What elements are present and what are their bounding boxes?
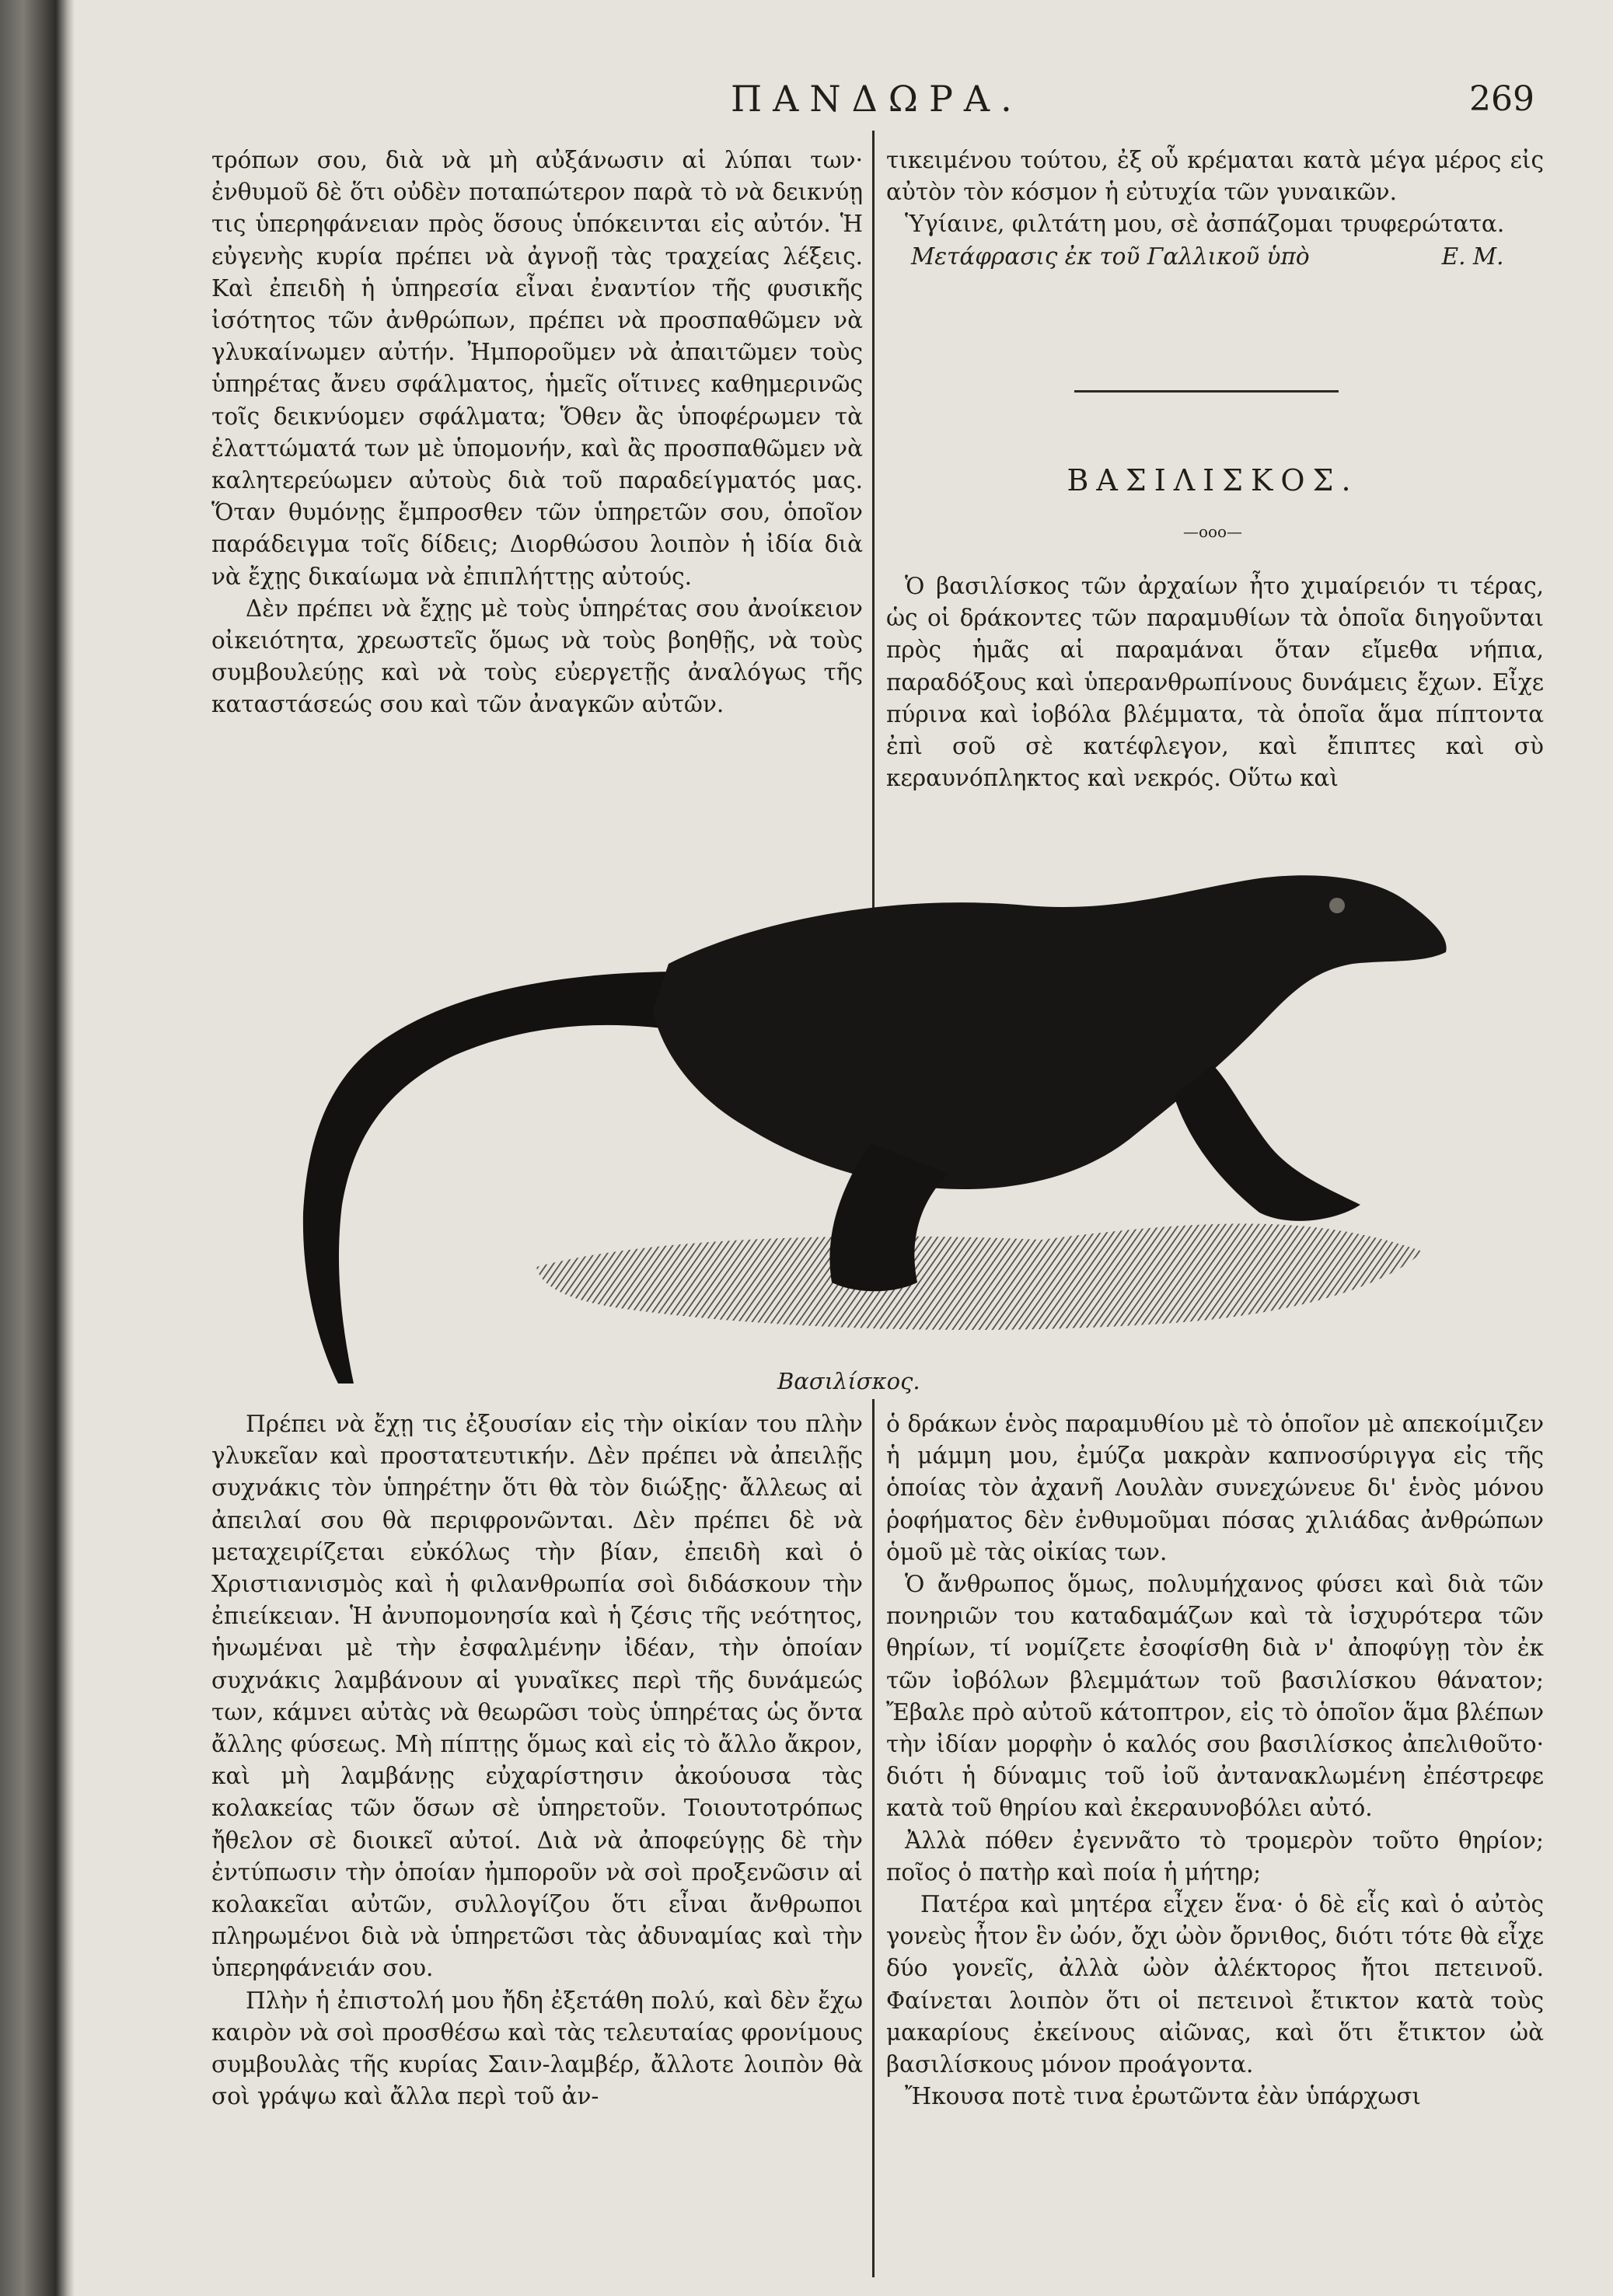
- paragraph: Ἤκουσα ποτὲ τινα ἐρωτῶντα ἐὰν ὑπάρχωσι: [905, 2083, 1421, 2110]
- column-divider-lower: [872, 1399, 875, 2277]
- paragraph: Ὁ ἄνθρωπος ὅμως, πολυμήχανος φύσει καὶ διὰ τῶν πονηριῶν του καταδαμάζων καὶ τὰ ἰσχυρότερα τῶν θηρίων, τί νομίζετε ἐσοφίσθη διὰ ν' ἀποφύγῃ τὸν ἐκ τῶν ἰοβόλων βλεμμάτων τοῦ βασιλίσκου θάνατον; Ἔβαλε πρὸ αὐτοῦ κάτοπτρον, εἰς τὸ ὁποῖον ἅμα βλέπων τὴν ἰδίαν μορφὴν ὁ καλός σου βασιλίσκος ἀπελιθοῦτο· διότι ἡ δύναμις τοῦ ἰοῦ ἀντανακλωμένη ἐπέστρεφε κατὰ τοῦ θηρίου καὶ ἐκεραυνοβόλει αὐτό.: [886, 1571, 1544, 1822]
- paragraph: ὁ δράκων ἑνὸς παραμυθίου μὲ τὸ ὁποῖον μὲ απεκοίμιζεν ἡ μάμμη μου, ἐμύζα μακρὰν καπνοσύριγγα εἰς τῆς ὁποίας τὸν ἀχανῆ Λουλὰν συνεχώνευε δι' ἑνὸς μόνου ῥοφήματος δὲν ἐνθυμοῦμαι πόσας χιλιάδας ἀνθρώπων ὁμοῦ μὲ τὰς οἰκίας των.: [886, 1411, 1544, 1565]
- paragraph: τρόπων σου, διὰ νὰ μὴ αὐξάνωσιν αἱ λύπαι των· ἐνθυμοῦ δὲ ὅτι οὐδὲν ποταπώτερον παρὰ τὸ νὰ δεικνύῃ τις ὑπερηφάνειαν πρὸς ὅσους ὑπόκεινται εἰς αὐτόν. Ἡ εὐγενὴς κυρία πρέπει νὰ ἀγνοῇ τὰς τραχείας λέξεις. Καὶ ἐπειδὴ ἡ ὑπηρεσία εἶναι ἐναντίον τῆς φυσικῆς ἰσότητος τῶν ἀνθρώπων, πρέπει νὰ προσπαθῶμεν νὰ γλυκαίνωμεν αὐτήν. Ἠμποροῦμεν νὰ ἀπαιτῶμεν τοὺς ὑπηρέτας ἄνευ σφάλματος, ἡμεῖς οἵτινες καθημερινῶς τοῖς δεικνύομεν σφάλματα; Ὅθεν ἂς ὑποφέρωμεν τὰ ἐλαττώματά των μὲ ὑπομονήν, καὶ ἂς προσπαθῶμεν νὰ καλητερεύωμεν αὐτοὺς διὰ τοῦ παραδείγματός μας. Ὅταν θυμόνῃς ἔμπροσθεν τῶν ὑπηρετῶν σου, ὁποῖον παράδειγμα τοῖς δίδεις; Διορθώσου λοιπὸν ἡ ἰδία διὰ νὰ ἔχῃς δικαίωμα νὰ ἐπιπλήττῃς αὐτούς.: [211, 147, 863, 590]
- paragraph: Πατέρα καὶ μητέρα εἶχεν ἕνα· ὁ δὲ εἷς καὶ ὁ αὐτὸς γονεὺς ἦτον ἓν ὠόν, ὄχι ὠὸν ὄρνιθος, διότι τότε θὰ εἶχε δύο γονεῖς, ἀλλὰ ὠὸν ἀλέκτορος ἤτοι πετεινοῦ. Φαίνεται λοιπὸν ὅτι οἱ πετεινοὶ ἔτικτον κατὰ τοὺς μακαρίους ἐκείνους αἰῶνας, καὶ ὅτι ἔτικτον ὠὰ βασιλίσκους μόνον προάγοντα.: [886, 1891, 1544, 2078]
- signature-initials: Ε. Μ.: [1441, 243, 1504, 270]
- left-column-upper: [211, 145, 863, 721]
- basilisk-engraving: [280, 847, 1469, 1384]
- paragraph: Πλὴν ἡ ἐπιστολή μου ἤδη ἐξετάθη πολύ, καὶ δὲν ἔχω καιρὸν νὰ σοὶ προσθέσω καὶ τὰς τελευταίας φρονίμους συμβουλὰς τῆς κυρίας Σαιν-λαμβέρ, ἄλλοτε λοιπὸν θὰ σοὶ γράψω καὶ ἄλλα περὶ τοῦ ἀν-: [211, 1987, 863, 2110]
- basilisk-body: [653, 875, 1447, 1189]
- right-column-article-start: [886, 571, 1544, 794]
- right-column-lower: [886, 1408, 1544, 2113]
- left-column-lower: [211, 1408, 863, 2113]
- paragraph: Ὑγίαινε, φιλτάτη μου, σὲ ἀσπάζομαι τρυφερώτατα.: [905, 211, 1505, 238]
- basilisk-eye: [1329, 898, 1345, 913]
- paragraph: Ὁ βασιλίσκος τῶν ἀρχαίων ἦτο χιμαίρειόν τι τέρας, ὡς οἱ δράκοντες τῶν παραμυθίων τὰ ὁποῖα διηγοῦνται πρὸς ἡμᾶς αἱ παραμάναι ὅταν εἴμεθα νήπια, παραδόξους καὶ ὑπερανθρωπίνους δυνάμεις ἔχων. Εἶχε πύρινα καὶ ἰοβόλα βλέμματα, τὰ ὁποῖα ἅμα πίπτοντα ἐπὶ σοῦ σὲ κατέφλεγον, καὶ ἔπιπτες καὶ σὺ κεραυνόπληκτος καὶ νεκρός. Οὕτω καὶ: [886, 573, 1544, 792]
- ground-rock: [536, 1223, 1423, 1330]
- article-title: ΒΑΣΙΛΙΣΚΟΣ.: [1067, 463, 1359, 497]
- paragraph: τικειμένου τούτου, ἐξ οὗ κρέμαται κατὰ μέγα μέρος εἰς αὐτὸν τὸν κόσμον ἡ εὐτυχία τῶν γυναικῶν.: [886, 147, 1544, 206]
- basilisk-tail: [303, 972, 700, 1384]
- right-column-upper: [886, 145, 1544, 273]
- translator-signature: [886, 241, 1544, 273]
- basilisk-front-leg: [1174, 1065, 1360, 1221]
- section-separator: [1074, 390, 1339, 393]
- book-gutter-shadow: [0, 0, 75, 2296]
- signature-text: Μετάφρασις ἐκ τοῦ Γαλλικοῦ ὑπὸ: [911, 243, 1310, 270]
- running-title: ΠΑΝΔΩΡΑ.: [731, 78, 1023, 120]
- title-ornament: —οοο—: [1182, 522, 1243, 541]
- page-number: 269: [1469, 79, 1534, 119]
- paragraph: Δὲν πρέπει νὰ ἔχῃς μὲ τοὺς ὑπηρέτας σου ἀνοίκειον οἰκειότητα, χρεωστεῖς ὅμως νὰ τοὺς βοηθῇς, νὰ τοὺς συμβουλεύῃς καὶ νὰ τοὺς εὐεργετῇς ἀναλόγως τῆς καταστάσεώς σου καὶ τῶν ἀναγκῶν αὐτῶν.: [211, 595, 863, 718]
- paragraph: Πρέπει νὰ ἔχῃ τις ἐξουσίαν εἰς τὴν οἰκίαν του πλὴν γλυκεῖαν καὶ προστατευτικήν. Δὲν πρέπει νὰ ἀπειλῇς συχνάκις τὸν ὑπηρέτην ὅτι θὰ τὸν διώξῃς· ἄλλεως αἱ ἀπειλαί σου θὰ περιφρονῶνται. Δὲν πρέπει δὲ νὰ μεταχειρίζεται εὐκόλως τὴν βίαν, ἐπειδὴ καὶ ὁ Χριστιανισμὸς καὶ ἡ φιλανθρωπία σοὶ διδάσκουν τὴν ἐπιείκειαν. Ἡ ἀνυπομονησία καὶ ἡ ζέσις τῆς νεότητος, ἡνωμέναι μὲ τὴν ἐσφαλμένην ἰδέαν, τὴν ὁποίαν συχνάκις λαμβάνουν αἱ γυναῖκες περὶ τῆς δυνάμεώς των, κάμνει αὐτὰς νὰ θεωρῶσι τοὺς ὑπηρέτας ὡς ὄντα ἄλλης φύσεως. Μὴ πίπτῃς ὅμως καὶ εἰς τὸ ἄλλο ἄκρον, καὶ μὴ λαμβάνῃς εὐχαρίστησιν ἀκούουσα τὰς κολακείας τῶν ὅσων σὲ ὑπηρετοῦν. Τοιουτοτρόπως ἤθελον σὲ διοικεῖ αὐτοί. Διὰ νὰ ἀποφεύγῃς δὲ τὴν ἐντύπωσιν τὴν ὁποίαν ἠμποροῦν νὰ σοὶ προξενῶσιν αἱ κολακεῖαι αὐτῶν, συλλογίζου ὅτι εἶναι ἄνθρωποι πληρωμένοι διὰ νὰ ὑπηρετῶσι τὰς ἀδυναμίας καὶ τὴν ὑπερηφάνειάν σου.: [211, 1411, 863, 1982]
- figure-caption: Βασιλίσκος.: [777, 1368, 920, 1394]
- paragraph: Ἀλλὰ πόθεν ἐγεννᾶτο τὸ τρομερὸν τοῦτο θηρίον; ποῖος ὁ πατὴρ καὶ ποία ἡ μήτηρ;: [886, 1827, 1544, 1886]
- column-divider-upper: [872, 131, 875, 947]
